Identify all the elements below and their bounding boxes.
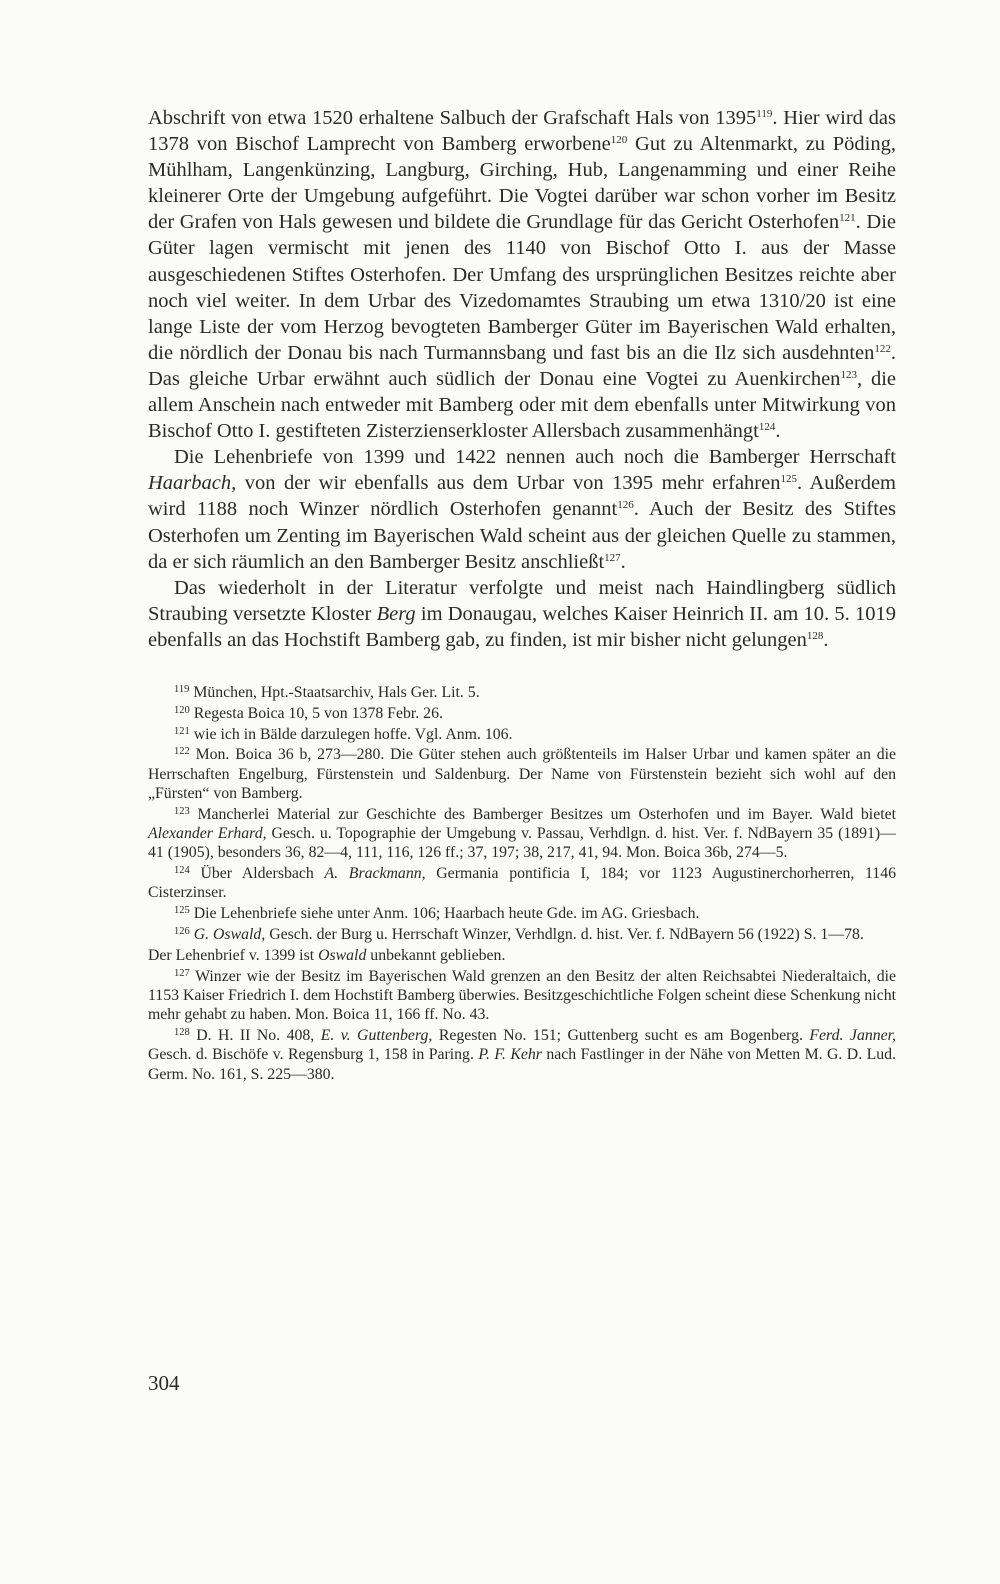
footnote-number: 125 bbox=[174, 905, 190, 917]
body-paragraph bbox=[148, 444, 896, 574]
footnote bbox=[148, 967, 896, 1025]
footnote-number: 124 bbox=[174, 865, 190, 877]
text-run: München, Hpt.-Staatsarchiv, Hals Ger. Lit. 5. bbox=[193, 683, 480, 701]
footnote bbox=[148, 864, 896, 903]
italic-text: Oswald bbox=[318, 946, 367, 964]
text-run: . Das gleiche Urbar erwähnt auch südlich der Donau eine Vogtei zu Auenkirchen bbox=[148, 341, 896, 390]
text-run: Die Lehenbriefe siehe unter Anm. 106; Haarbach heute Gde. im AG. Griesbach. bbox=[193, 905, 700, 923]
text-run: . Außerdem wird 1188 noch Winzer nördlich Osterhofen genannt bbox=[148, 472, 896, 521]
text-run: D. H. II No. 408, bbox=[196, 1027, 321, 1045]
text-run: Über Aldersbach bbox=[200, 865, 325, 883]
footnote-reference: 119 bbox=[756, 108, 773, 120]
footnote-reference: 122 bbox=[874, 342, 891, 355]
text-run: Gesch. u. Topographie der Umgebung v. Passau, Verhdlgn. d. hist. Ver. f. NdBayern 35 (1891)—41 (1905), besonders 36, 82—4, 111, 116, 126 ff.; 37, 197; 38, 217, 41, 94. Mon. Boica 36b, 274—5. bbox=[148, 825, 896, 862]
text-run: . bbox=[823, 628, 829, 651]
footnote bbox=[148, 805, 896, 863]
footnote-number: 122 bbox=[174, 746, 190, 758]
text-run: Gesch. d. Bischöfe v. Regensburg 1, 158 in Paring. bbox=[148, 1046, 479, 1064]
text-run: . Die Güter lagen vermischt mit jenen des 1140 von Bischof Otto I. aus der Masse ausgeschiedenen Stiftes Osterhofen. Der Umfang des ursprünglichen Besitzes reichte aber noch viel weiter. In dem Urbar des Vizedomamtes Straubing um etwa 1310/20 ist eine lange Liste der vom Herzog bevogteten Bamberger Güter im Bayerischen Wald erhalten, die nördlich der Donau bis nach Turmannsbang und fast bis an die Ilz sich ausdehnten bbox=[148, 211, 896, 364]
body-paragraph bbox=[148, 105, 896, 444]
italic-text: E. v. Guttenberg, bbox=[320, 1027, 433, 1045]
text-run: . bbox=[620, 550, 626, 573]
footnotes-section bbox=[148, 683, 896, 1084]
footnote-reference: 120 bbox=[610, 134, 628, 147]
italic-text: Berg bbox=[376, 602, 416, 625]
footnote-number: 121 bbox=[174, 725, 190, 737]
text-run: , die allem Anschein nach entweder mit Bamberg oder mit dem ebenfalls unter Mitwirkung von Bischof Otto I. gestifteten Zisterzienserkloster Allersbach zusammenhängt bbox=[148, 367, 896, 443]
text-run: Die Lehenbriefe von 1399 und 1422 nennen auch noch die Bamberger Herrschaft bbox=[174, 446, 896, 469]
main-text bbox=[148, 105, 896, 653]
text-run: Der Lehenbrief v. 1399 ist bbox=[148, 946, 319, 964]
footnote bbox=[148, 704, 896, 723]
footnote-number: 128 bbox=[174, 1027, 190, 1039]
text-run: Winzer wie der Besitz im Bayerischen Wald grenzen an den Besitz der alten Reichsabtei Niederaltaich, die 1153 Kaiser Friedrich I. dem Hochstift Bamberg überwies. Besitzgeschichtliche Folgen scheint diese Schenkung nicht mehr gehabt zu haben. Mon. Boica 11, 166 ff. No. 43. bbox=[148, 967, 896, 1024]
text-run: Regesta Boica 10, 5 von 1378 Febr. 26. bbox=[193, 704, 443, 722]
footnote-reference: 123 bbox=[840, 368, 857, 381]
footnote-number: 120 bbox=[174, 704, 190, 716]
text-run: von der wir ebenfalls aus dem Urbar von 1395 mehr erfahren bbox=[236, 472, 781, 495]
italic-text: Haarbach, bbox=[148, 472, 237, 495]
italic-text: A. Brackmann, bbox=[324, 865, 426, 883]
text-run: Gesch. der Burg u. Herrschaft Winzer, Verhdlgn. d. hist. Ver. f. NdBayern 56 (1922) S. 1—78. bbox=[265, 926, 864, 944]
page-number: 304 bbox=[148, 1371, 180, 1395]
footnote bbox=[148, 946, 896, 965]
text-run: wie ich in Bälde darzulegen hoffe. Vgl. Anm. 106. bbox=[193, 725, 513, 743]
footnote-reference: 121 bbox=[839, 212, 856, 225]
footnote-number: 123 bbox=[174, 805, 190, 817]
footnote bbox=[148, 1026, 896, 1084]
italic-text: Alexander Erhard, bbox=[148, 825, 267, 843]
footnote-reference: 125 bbox=[780, 473, 797, 486]
footnote-reference: 127 bbox=[604, 551, 621, 564]
footnote-number: 127 bbox=[174, 967, 190, 979]
footnote bbox=[148, 683, 896, 702]
book-page bbox=[148, 105, 896, 1085]
text-run: Abschrift von etwa 1520 erhaltene Salbuch der Grafschaft Hals von 1395 bbox=[148, 107, 757, 129]
italic-text: Ferd. Janner, bbox=[809, 1027, 896, 1045]
footnote bbox=[148, 904, 896, 923]
text-run: Das wiederholt in der Literatur verfolgte und meist nach Haindlingberg südlich Straubing versetzte Kloster bbox=[148, 576, 896, 625]
italic-text: P. F. Kehr bbox=[478, 1046, 542, 1064]
text-run: nach Fastlinger in der Nähe von Metten M. G. D. Lud. Germ. No. 161, S. 225—380. bbox=[148, 1046, 896, 1083]
text-run: Germania pontificia I, 184; vor 1123 Augustinerchorherren, 1146 Cisterzinser. bbox=[148, 865, 897, 902]
text-run: . Hier wird das 1378 von Bischof Lamprecht von Bamberg erworbene bbox=[148, 107, 896, 156]
footnote-reference: 124 bbox=[758, 421, 776, 434]
text-run: Gut zu Altenmarkt, zu Pöding, Mühlham, Langenkünzing, Langburg, Girching, Hub, Langenamming und einer Reihe kleinerer Orte der Umgebung aufgeführt. Die Vogtei darüber war schon vorher im Besitz der Grafen von Hals gewesen und bildete die Grundlage für das Gericht Osterhofen bbox=[148, 133, 896, 234]
italic-text: G. Oswald, bbox=[193, 926, 266, 944]
text-run: Mancherlei Material zur Geschichte des Bamberger Besitzes um Osterhofen und im Bayer. Wald bietet bbox=[197, 805, 896, 823]
footnote-number: 126 bbox=[174, 926, 190, 938]
text-run: Regesten No. 151; Guttenberg sucht es am Bogenberg. bbox=[432, 1027, 810, 1045]
text-run: unbekannt geblieben. bbox=[366, 946, 506, 964]
text-run: . bbox=[775, 420, 781, 443]
text-run: im Donaugau, welches Kaiser Heinrich II. am 10. 5. 1019 ebenfalls an das Hochstift Bamberg gab, zu finden, ist mir bisher nicht gelungen bbox=[148, 602, 896, 651]
text-run: Mon. Boica 36 b, 273—280. Die Güter stehen auch größtenteils im Halser Urbar und kamen später an die Herrschaften Engelburg, Fürstenstein und Saldenburg. Der Name von Fürstenstein bezieht sich wohl auf den „Fürsten“ von Bamberg. bbox=[148, 746, 896, 802]
footnote bbox=[148, 725, 896, 744]
footnote-reference: 126 bbox=[617, 499, 634, 512]
text-run: . Auch der Besitz des Stiftes Osterhofen um Zenting im Bayerischen Wald scheint aus der gleichen Quelle zu stammen, da er sich räumlich an den Bamberger Besitz anschließt bbox=[148, 498, 896, 573]
body-paragraph bbox=[148, 575, 896, 653]
footnote bbox=[148, 925, 896, 944]
footnote-reference: 128 bbox=[806, 629, 824, 642]
footnote-number: 119 bbox=[174, 683, 190, 695]
footnote bbox=[148, 745, 896, 803]
